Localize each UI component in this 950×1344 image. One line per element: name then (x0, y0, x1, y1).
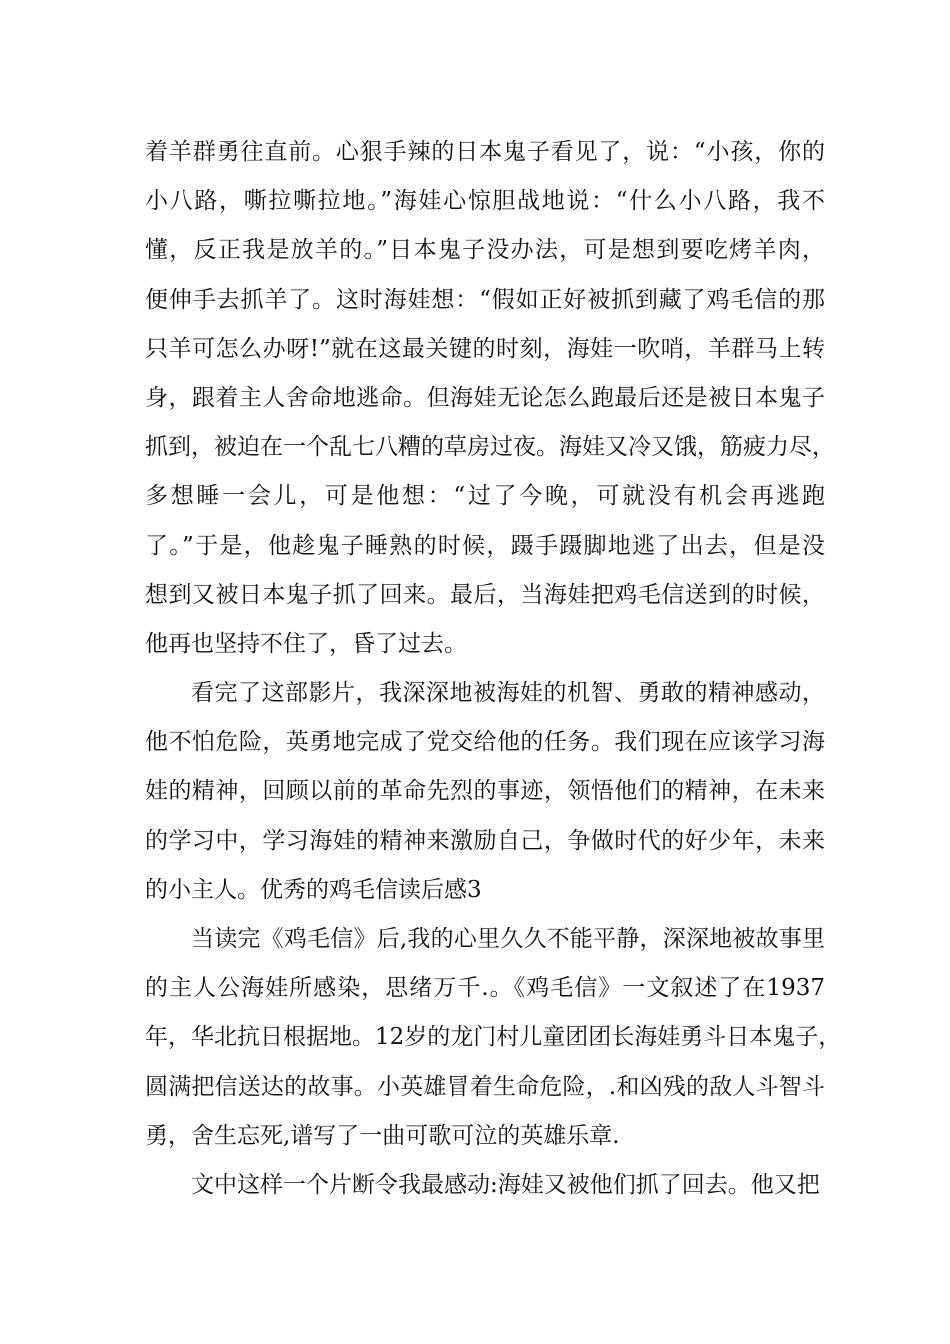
text-line: 的主人公海娃所感染，思绪万千.。《鸡毛信》一文叙述了在1937 (145, 975, 825, 1002)
text-line: 多想睡一会儿，可是他想：“过了今晚，可就没有机会再逃跑 (145, 483, 825, 510)
text-line: 看完了这部影片，我深深地被海娃的机智、勇敢的精神感动， (191, 680, 825, 707)
text-line: 的学习中，学习海娃的精神来激励自己，争做时代的好少年，未来 (145, 827, 825, 854)
text-line: 的小主人。优秀的鸡毛信读后感3 (145, 876, 482, 903)
text-line: 身，跟着主人舍命地逃命。但海娃无论怎么跑最后还是被日本鬼子 (145, 384, 825, 411)
text-line: 勇，舍生忘死,谱写了一曲可歌可泣的英雄乐章. (145, 1122, 620, 1149)
text-line: 他不怕危险，英勇地完成了党交给他的任务。我们现在应该学习海 (145, 729, 825, 756)
text-line: 文中这样一个片断令我最感动:海娃又被他们抓了回去。他又把 (191, 1171, 820, 1198)
text-line: 小八路，嘶拉嘶拉地。”海娃心惊胆战地说：“什么小八路，我不 (145, 188, 825, 215)
text-line: 当读完《鸡毛信》后,我的心里久久不能平静，深深地被故事里 (191, 926, 825, 952)
text-line: 娃的精神，回顾以前的革命先烈的事迹，领悟他们的精神，在未来 (145, 778, 825, 805)
text-line: 他再也坚持不住了，昏了过去。 (145, 630, 467, 657)
text-line: 便伸手去抓羊了。这时海娃想：“假如正好被抓到藏了鸡毛信的那 (145, 286, 825, 313)
text-line: 只羊可怎么办呀!”就在这最关键的时刻，海娃一吹哨，羊群马上转 (145, 335, 825, 362)
text-line: 了。”于是，他趁鬼子睡熟的时候，蹑手蹑脚地逃了出去，但是没 (145, 532, 825, 559)
document-body (145, 128, 842, 1210)
text-line: 圆满把信送达的故事。小英雄冒着生命危险，.和凶残的敌人斗智斗 (145, 1073, 825, 1100)
text-line: 年，华北抗日根据地。12岁的龙门村儿童团团长海娃勇斗日本鬼子， (145, 1024, 842, 1051)
text-line: 着羊群勇往直前。心狠手辣的日本鬼子看见了，说：“小孩，你的 (145, 139, 825, 165)
text-line: 抓到，被迫在一个乱七八糟的草房过夜。海娃又冷又饿，筋疲力尽， (145, 434, 835, 461)
text-line: 懂，反正我是放羊的。”日本鬼子没办法，可是想到要吃烤羊肉， (145, 237, 825, 264)
text-line: 想到又被日本鬼子抓了回来。最后，当海娃把鸡毛信送到的时候， (145, 581, 825, 608)
